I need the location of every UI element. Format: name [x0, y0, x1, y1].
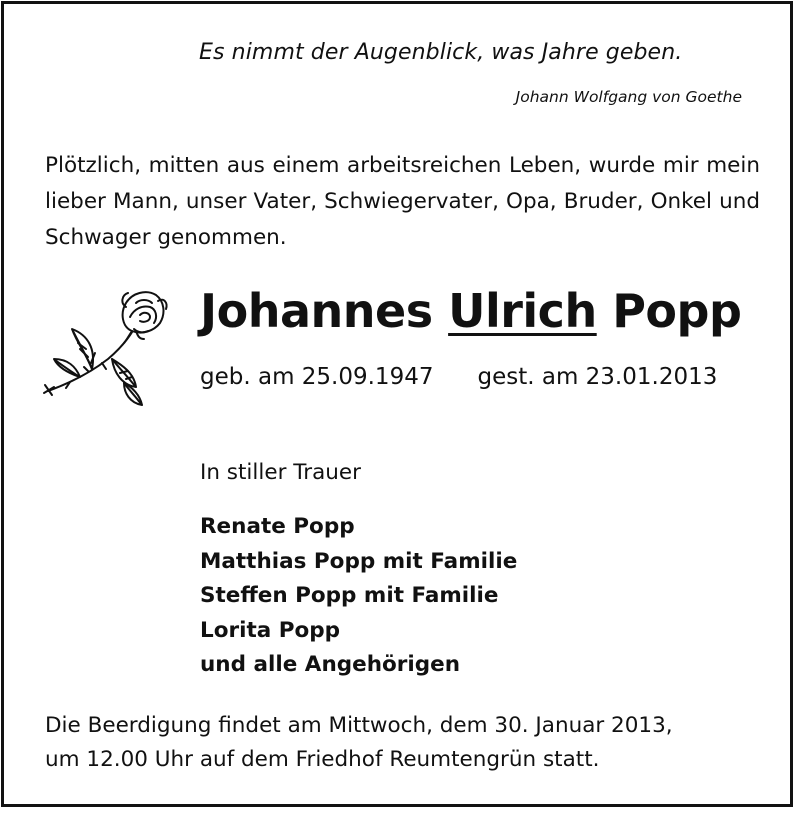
mourner-name: Steffen Popp mit Familie: [200, 583, 499, 608]
funeral-info: [45, 709, 765, 777]
birth-date: geb. am 25.09.1947: [200, 364, 434, 390]
mourner-name: und alle Angehörigen: [200, 652, 461, 677]
death-date: gest. am 23.01.2013: [477, 364, 718, 390]
deceased-first-name: Johannes: [200, 284, 433, 338]
mourner-name: Matthias Popp mit Familie: [200, 548, 518, 574]
mourner-list: [200, 510, 517, 683]
obituary-notice: [1, 1, 793, 807]
quote-author: Johann Wolfgang von Goethe: [515, 88, 742, 106]
funeral-date-line: Die Beerdigung findet am Mittwoch, dem 30. Januar 2013,: [45, 713, 673, 738]
mourner-name: Renate Popp: [200, 514, 355, 539]
deceased-middle-name: Ulrich: [448, 284, 597, 338]
mourner-name: Lorita Popp: [200, 617, 341, 643]
deceased-name: [200, 284, 741, 338]
mourning-heading: In stiller Trauer: [200, 460, 361, 485]
goethe-quote: Es nimmt der Augenblick, was Jahre geben.: [199, 40, 683, 65]
intro-text: Plötzlich, mitten aus einem arbeitsreichen Leben, wurde mir mein lieber Mann, unser Vater, Schwiegervater, Opa, Bruder, Onkel und Schwager genommen.: [45, 153, 760, 250]
life-dates: [200, 364, 717, 390]
funeral-place-line: um 12.00 Uhr auf dem Friedhof Reumtengrün statt.: [45, 747, 600, 772]
rose-icon: [40, 287, 170, 412]
deceased-last-name: Popp: [612, 284, 742, 338]
